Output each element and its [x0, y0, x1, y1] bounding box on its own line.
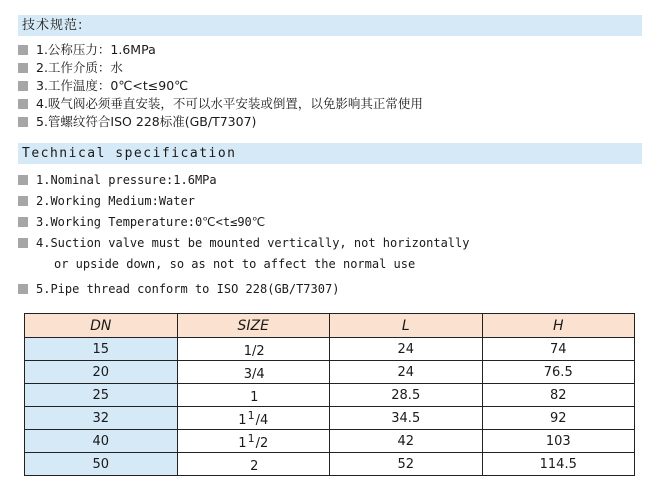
cn-spec-item — [18, 95, 423, 113]
cell-size: 1/2 — [177, 338, 330, 361]
header-size: SIZE — [177, 314, 330, 338]
cn-section-title: 技术规范: — [18, 15, 642, 36]
en-spec-text: 1.Nominal pressure:1.6MPa — [36, 173, 217, 187]
en-spec-item — [18, 279, 469, 300]
en-spec-text: 5.Pipe thread conform to ISO 228(GB/T7307) — [36, 282, 340, 296]
square-bullet-icon — [18, 63, 28, 73]
en-spec-item-continuation — [18, 254, 469, 275]
en-spec-item — [18, 191, 469, 212]
square-bullet-icon — [18, 196, 28, 206]
square-bullet-icon — [18, 81, 28, 91]
square-bullet-icon — [18, 45, 28, 55]
table-row — [25, 430, 635, 453]
en-spec-item — [18, 233, 469, 254]
square-bullet-icon — [18, 175, 28, 185]
cell-dn: 25 — [25, 384, 178, 407]
cn-spec-text: 2.工作介质：水 — [36, 60, 123, 75]
table-row — [25, 338, 635, 361]
cell-h: 92 — [482, 407, 635, 430]
cell-size: $1^1/2$ — [177, 430, 330, 453]
table-row — [25, 453, 635, 476]
table-row — [25, 384, 635, 407]
cn-spec-text: 3.工作温度：0℃<t≤90℃ — [36, 78, 189, 93]
cn-spec-item — [18, 41, 423, 59]
dimension-table — [24, 313, 635, 476]
header-l: L — [330, 314, 483, 338]
header-h: H — [482, 314, 635, 338]
cell-h: 82 — [482, 384, 635, 407]
en-spec-text: 3.Working Temperature:0℃<t≤90℃ — [36, 215, 266, 229]
cell-h: 114.5 — [482, 453, 635, 476]
square-bullet-icon — [18, 99, 28, 109]
cell-size: 3/4 — [177, 361, 330, 384]
cell-l: 52 — [330, 453, 483, 476]
cell-l: 34.5 — [330, 407, 483, 430]
cell-dn: 50 — [25, 453, 178, 476]
en-section-title: Technical specification — [18, 143, 642, 164]
en-spec-item — [18, 170, 469, 191]
en-spec-text: 4.Suction valve must be mounted vertically, not horizontally — [36, 236, 470, 250]
cn-spec-text: 5.管螺纹符合ISO 228标准(GB/T7307) — [36, 114, 257, 129]
cn-spec-list — [18, 41, 423, 131]
table-header-row — [25, 314, 635, 338]
cell-dn: 20 — [25, 361, 178, 384]
cn-spec-text: 1.公称压力：1.6MPa — [36, 42, 156, 57]
en-spec-text: 2.Working Medium:Water — [36, 194, 195, 208]
table-row — [25, 407, 635, 430]
cn-spec-item — [18, 77, 423, 95]
cell-dn: 40 — [25, 430, 178, 453]
cell-size: $1^1/4$ — [177, 407, 330, 430]
en-spec-item — [18, 212, 469, 233]
cell-l: 24 — [330, 361, 483, 384]
square-bullet-icon — [18, 284, 28, 294]
cell-h: 74 — [482, 338, 635, 361]
cn-spec-text: 4.吸气阀必须垂直安装，不可以水平安装或倒置，以免影响其正常使用 — [36, 96, 423, 111]
cell-dn: 32 — [25, 407, 178, 430]
table-row — [25, 361, 635, 384]
square-bullet-icon — [18, 238, 28, 248]
cell-size: 1 — [177, 384, 330, 407]
cell-l: 24 — [330, 338, 483, 361]
cell-l: 42 — [330, 430, 483, 453]
square-bullet-icon — [18, 117, 28, 127]
square-bullet-icon — [18, 217, 28, 227]
cell-h: 76.5 — [482, 361, 635, 384]
en-spec-text: or upside down, so as not to affect the normal use — [54, 257, 416, 271]
cn-spec-item — [18, 113, 423, 131]
cell-dn: 15 — [25, 338, 178, 361]
cell-size: 2 — [177, 453, 330, 476]
cell-h: 103 — [482, 430, 635, 453]
header-dn: DN — [25, 314, 178, 338]
cell-l: 28.5 — [330, 384, 483, 407]
en-spec-list — [18, 170, 469, 300]
cn-spec-item — [18, 59, 423, 77]
